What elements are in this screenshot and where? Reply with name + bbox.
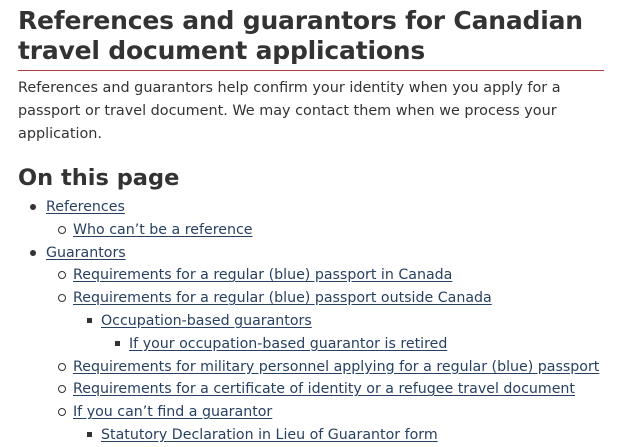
toc-link-military-personnel[interactable]: Requirements for military personnel applying for a regular (blue) passport — [73, 358, 600, 375]
toc-item-certificate-of-identity — [18, 378, 608, 401]
toc-item-references — [18, 196, 608, 219]
toc-link-cant-find-guarantor[interactable]: If you can’t find a guarantor — [73, 404, 273, 421]
main-content — [18, 6, 608, 447]
toc-link-guarantor-retired[interactable]: If your occupation-based guarantor is retired — [129, 335, 448, 352]
toc-item-passport-in-canada — [18, 264, 608, 287]
toc-item-occupation-based-guarantors — [18, 310, 608, 333]
toc-link-references[interactable]: References — [46, 199, 125, 215]
toc-link-who-cant-be-reference[interactable]: Who can’t be a reference — [73, 221, 253, 238]
toc-link-passport-in-canada[interactable]: Requirements for a regular (blue) passport in Canada — [73, 267, 453, 284]
toc-link-occupation-based-guarantors[interactable]: Occupation-based guarantors — [101, 312, 312, 329]
on-this-page-list — [18, 196, 608, 447]
intro-paragraph: References and guarantors help confirm your identity when you apply for a passport or travel document. We may contact them when we process your application. — [18, 80, 561, 142]
title-underline-divider — [18, 70, 604, 71]
toc-item-guarantor-retired — [18, 333, 608, 356]
toc-link-guarantors[interactable]: Guarantors — [46, 244, 126, 261]
toc-item-statutory-declaration — [18, 424, 608, 447]
toc-item-passport-outside-canada — [18, 287, 608, 310]
page-title: References and guarantors for Canadian travel document applications — [18, 6, 583, 65]
toc-link-statutory-declaration[interactable]: Statutory Declaration in Lieu of Guarantor form — [101, 426, 438, 443]
on-this-page-heading: On this page — [18, 165, 180, 191]
toc-item-cant-find-guarantor — [18, 401, 608, 424]
toc-link-passport-outside-canada[interactable]: Requirements for a regular (blue) passport outside Canada — [73, 290, 492, 307]
toc-item-who-cant-be-reference — [18, 219, 608, 242]
toc-link-certificate-of-identity[interactable]: Requirements for a certificate of identity or a refugee travel document — [73, 381, 575, 398]
toc-item-guarantors — [18, 242, 608, 265]
toc-item-military-personnel — [18, 356, 608, 379]
